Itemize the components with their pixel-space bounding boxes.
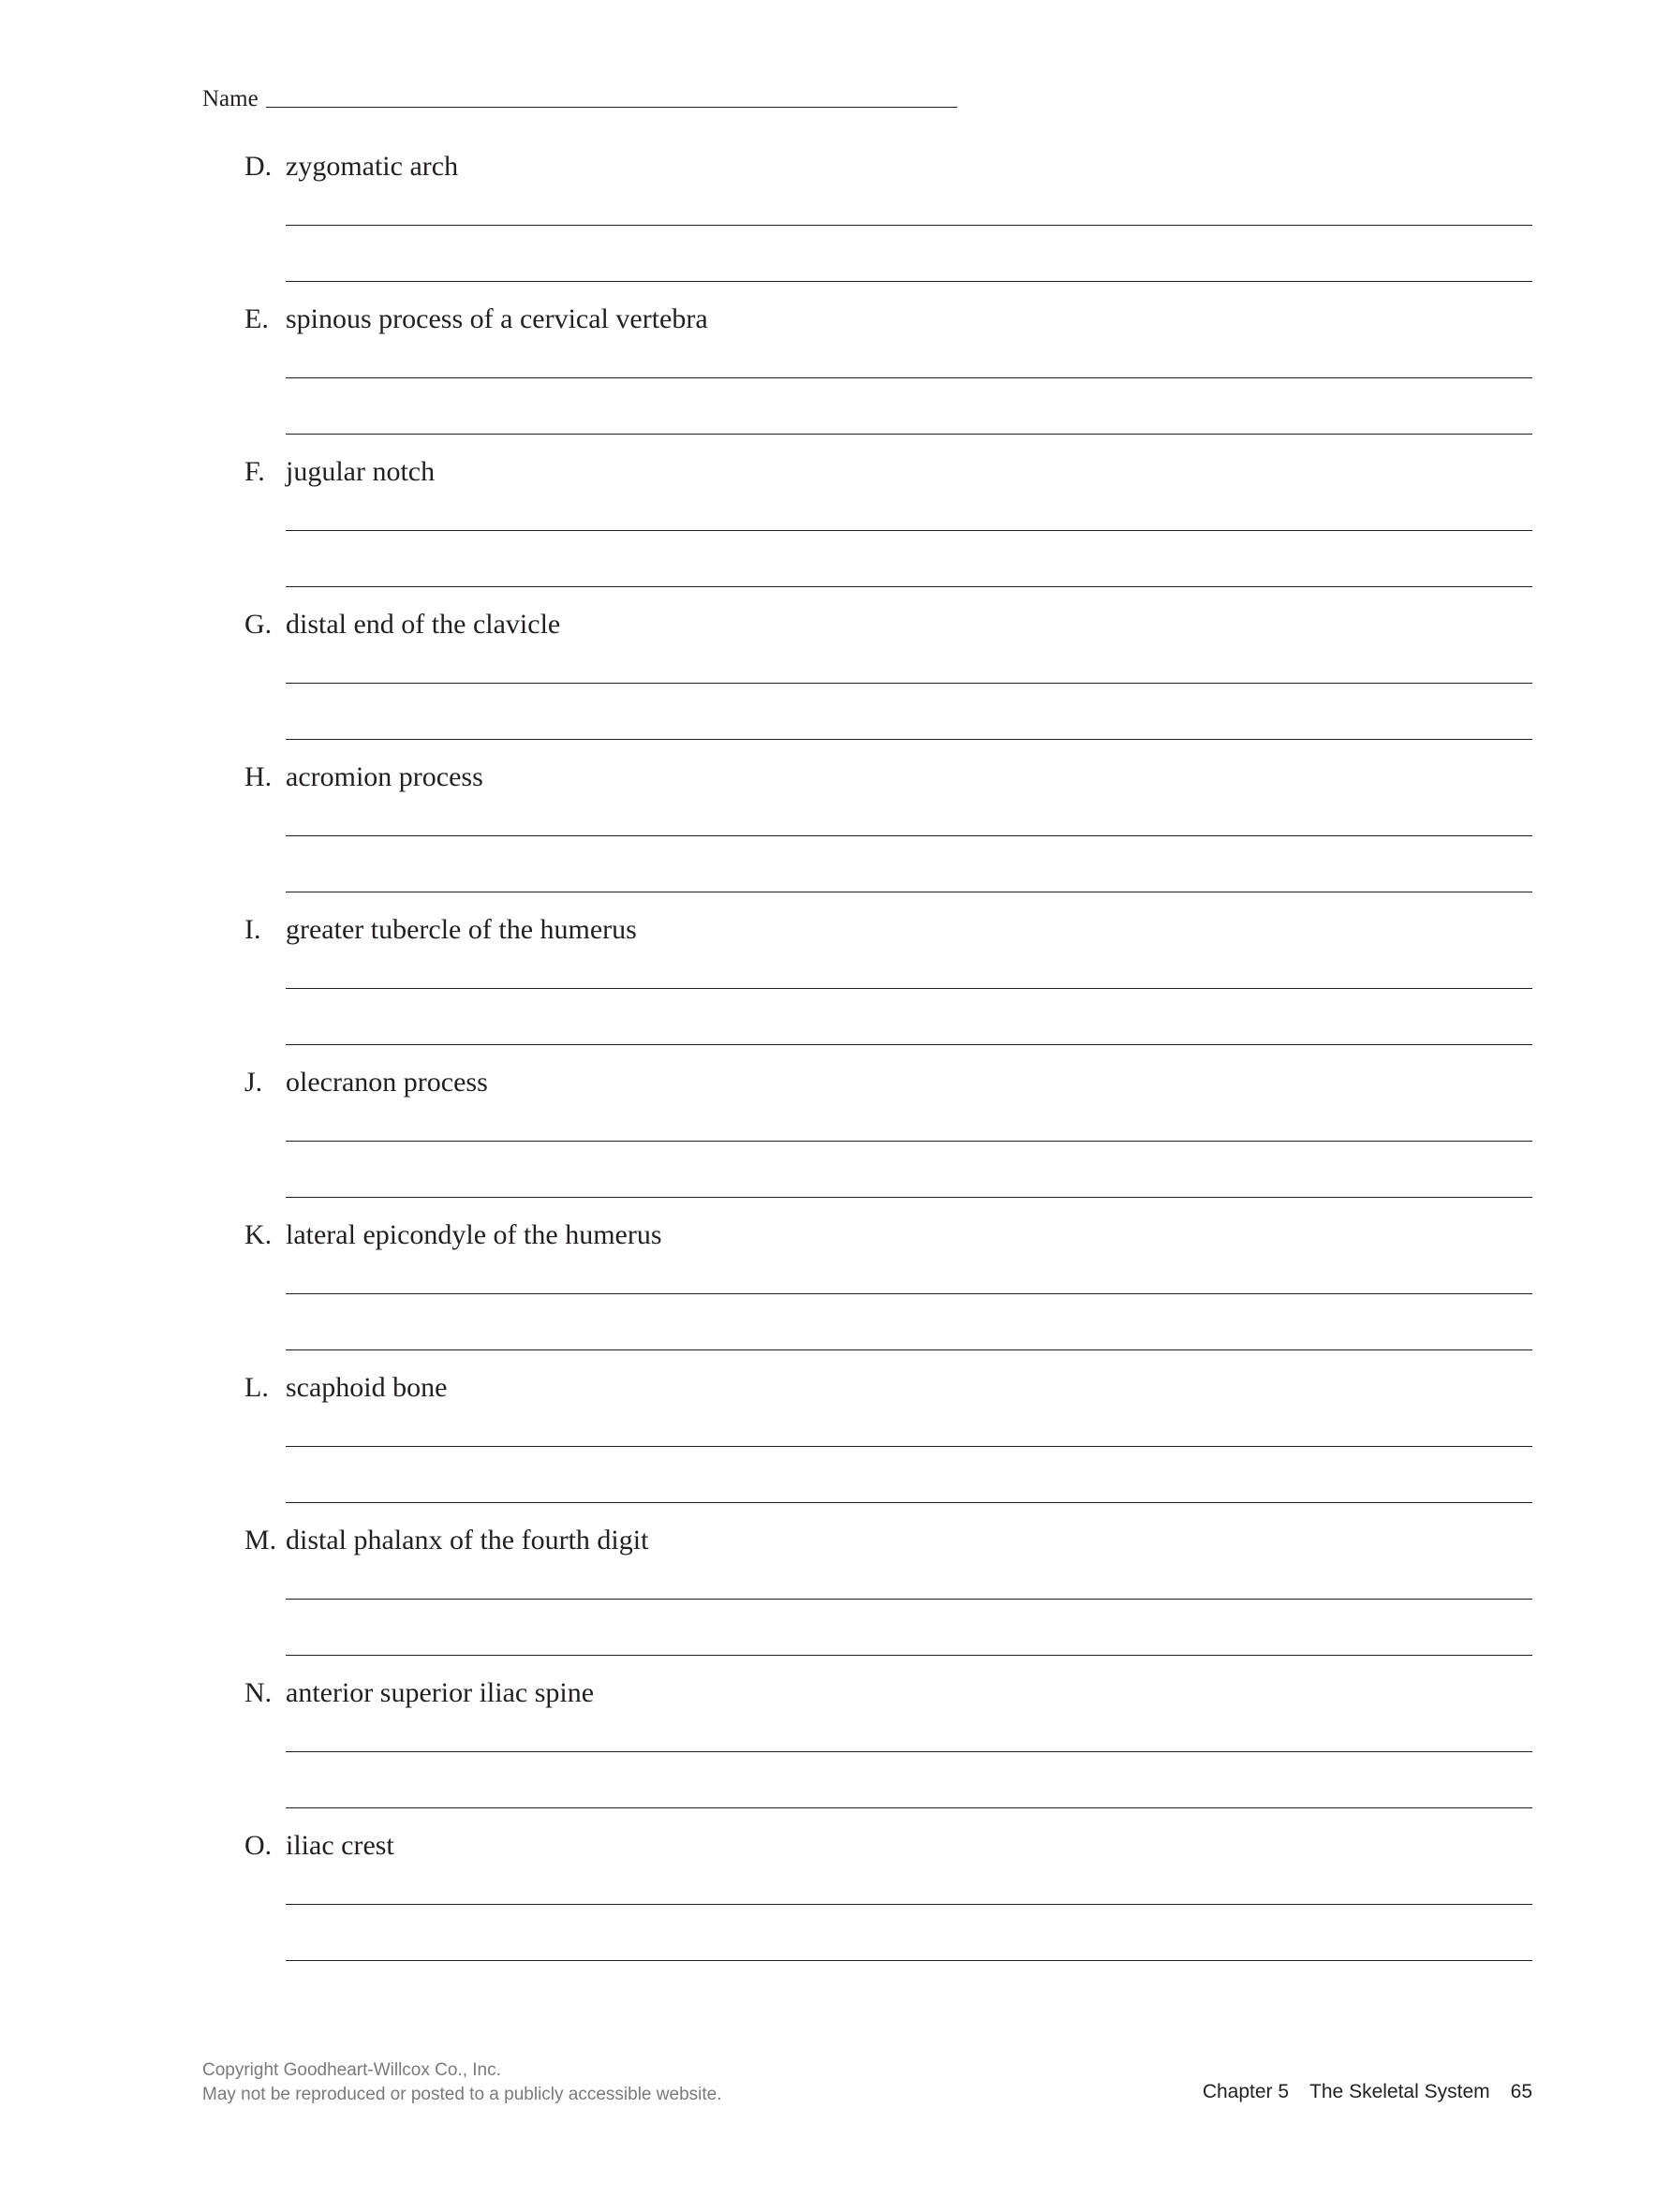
answer-line[interactable] (286, 1044, 1532, 1045)
answer-line[interactable] (286, 377, 1532, 378)
question-letter: F. (244, 456, 265, 487)
question-letter: N. (244, 1677, 273, 1708)
question-item-i (244, 911, 1532, 1064)
answer-line[interactable] (286, 225, 1532, 226)
answer-line[interactable] (286, 1751, 1532, 1752)
question-letter: K. (244, 1219, 273, 1250)
answer-line[interactable] (286, 1599, 1532, 1600)
question-letter: I. (244, 914, 261, 945)
question-letter: J. (244, 1067, 263, 1098)
question-item-d (244, 148, 1532, 301)
question-text: zygomatic arch (286, 151, 459, 182)
answer-line[interactable] (286, 586, 1532, 587)
answer-line[interactable] (286, 683, 1532, 684)
answer-line[interactable] (286, 1293, 1532, 1294)
question-item-g (244, 606, 1532, 759)
question-item-j (244, 1064, 1532, 1217)
answer-line[interactable] (286, 281, 1532, 282)
question-text: olecranon process (286, 1067, 488, 1098)
question-text: lateral epicondyle of the humerus (286, 1219, 662, 1250)
name-field-row (202, 81, 957, 112)
question-item-l (244, 1369, 1532, 1522)
answer-line[interactable] (286, 739, 1532, 740)
answer-line[interactable] (286, 988, 1532, 989)
answer-line[interactable] (286, 1904, 1532, 1905)
chapter-label: Chapter 5 (1202, 2081, 1290, 2102)
question-item-m (244, 1522, 1532, 1674)
name-answer-line[interactable] (266, 107, 957, 108)
copyright-line-1: Copyright Goodheart-Willcox Co., Inc. (202, 2060, 501, 2080)
question-item-f (244, 453, 1532, 606)
question-letter: E. (244, 303, 269, 334)
chapter-title: The Skeletal System (1309, 2081, 1490, 2102)
question-letter: M. (244, 1525, 277, 1556)
answer-line[interactable] (286, 1197, 1532, 1198)
question-text: anterior superior iliac spine (286, 1677, 595, 1708)
name-label: Name (202, 86, 259, 111)
answer-line[interactable] (286, 1141, 1532, 1142)
question-text: acromion process (286, 761, 483, 792)
question-letter: G. (244, 609, 273, 640)
answer-line[interactable] (286, 530, 1532, 531)
answer-line[interactable] (286, 1807, 1532, 1808)
question-text: distal end of the clavicle (286, 609, 561, 640)
answer-line[interactable] (286, 434, 1532, 435)
question-text: greater tubercle of the humerus (286, 914, 637, 945)
question-letter: L. (244, 1372, 269, 1403)
question-letter: D. (244, 151, 273, 182)
answer-line[interactable] (286, 1502, 1532, 1503)
question-item-k (244, 1217, 1532, 1369)
question-item-e (244, 301, 1532, 453)
answer-line[interactable] (286, 835, 1532, 836)
copyright-line-2: May not be reproduced or posted to a publicly accessible website. (202, 2085, 722, 2104)
question-letter: H. (244, 761, 273, 792)
question-letter: O. (244, 1830, 273, 1861)
question-item-h (244, 759, 1532, 911)
answer-line[interactable] (286, 1655, 1532, 1656)
question-text: scaphoid bone (286, 1372, 448, 1403)
question-text: distal phalanx of the fourth digit (286, 1525, 649, 1556)
page-footer (1203, 2081, 1532, 2103)
question-item-n (244, 1674, 1532, 1827)
question-item-o (244, 1827, 1532, 1980)
question-text: iliac crest (286, 1830, 394, 1861)
answer-line[interactable] (286, 1349, 1532, 1350)
page-number: 65 (1510, 2081, 1532, 2102)
copyright-notice (202, 2058, 721, 2107)
question-text: jugular notch (286, 456, 436, 487)
answer-line[interactable] (286, 1960, 1532, 1961)
question-text: spinous process of a cervical vertebra (286, 303, 708, 334)
answer-line[interactable] (286, 1446, 1532, 1447)
